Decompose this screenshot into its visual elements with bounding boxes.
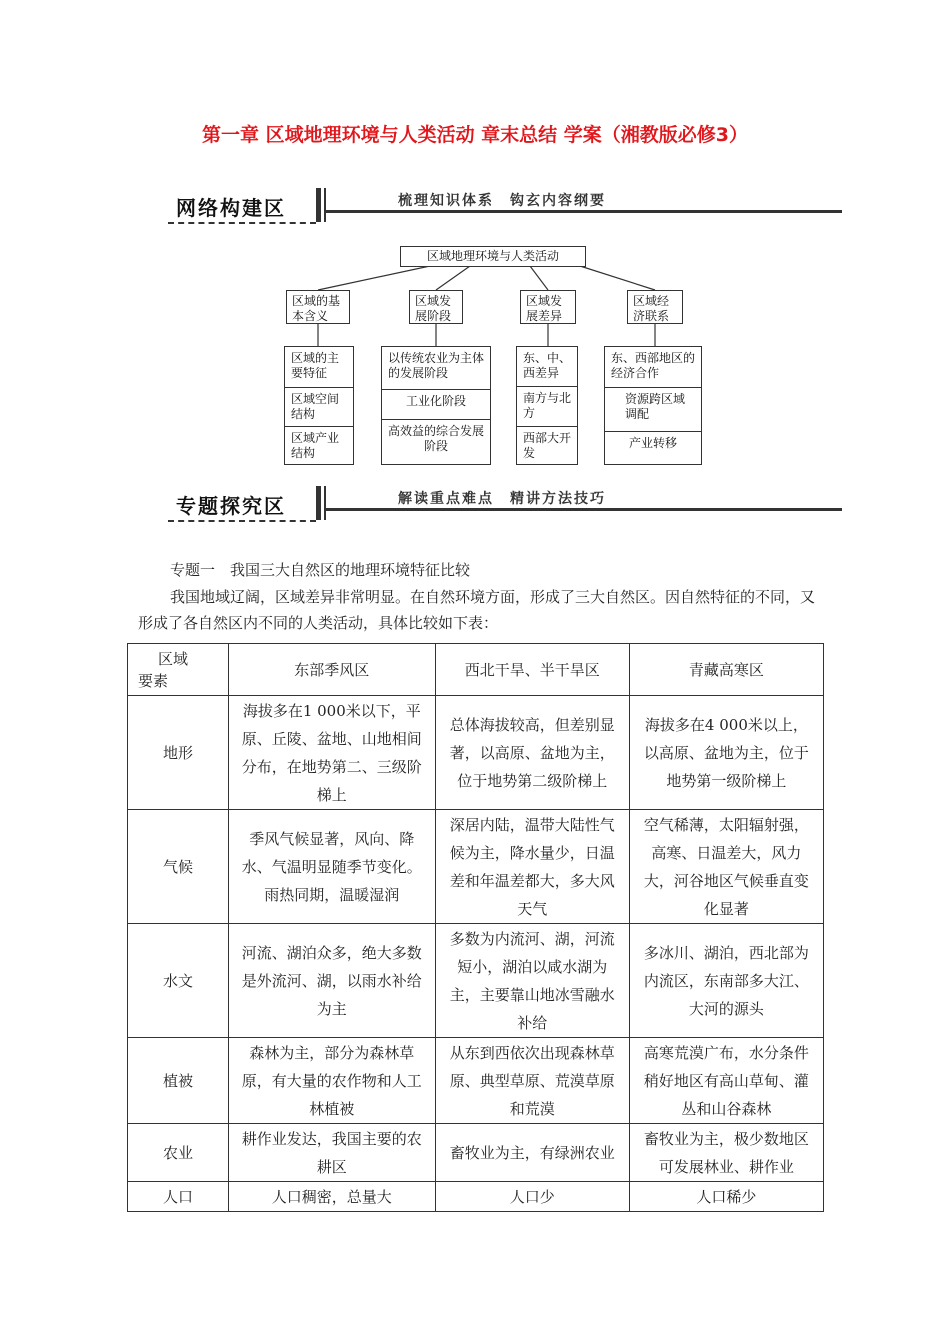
table-cell: 从东到西依次出现森林草原、典型草原、荒漠草原和荒漠	[435, 1038, 629, 1124]
concept-branch: 区域发展差异	[520, 290, 576, 324]
banner-title: 专题探究区	[176, 494, 286, 518]
topic-heading: 专题一 我国三大自然区的地理环境特征比较	[170, 561, 471, 579]
section-banner-topics	[168, 484, 842, 528]
concept-leaf: 西部大开发	[523, 431, 572, 460]
banner-subtitle: 梳理知识体系 钩玄内容纲要	[398, 193, 606, 209]
table-corner-cell	[128, 644, 229, 696]
row-header: 气候	[128, 810, 229, 924]
table-row	[128, 810, 824, 924]
section-banner-network	[168, 186, 842, 230]
corner-label-region: 区域	[158, 649, 189, 668]
concept-leaf: 区域的主要特征	[285, 347, 353, 388]
concept-leaf: 高效益的综合发展阶段	[388, 424, 485, 453]
connector-line	[318, 266, 430, 290]
table-cell: 总体海拔较高，但差别显著，以高原、盆地为主，位于地势第二级阶梯上	[435, 696, 629, 810]
concept-leaf: 区域空间结构	[285, 388, 353, 427]
concept-leaf: 工业化阶段	[382, 390, 490, 420]
page-title: 第一章 区域地理环境与人类活动 章末总结 学案（湘教版必修3）	[201, 124, 749, 146]
banner-line	[326, 210, 842, 213]
concept-leaf-group	[604, 346, 702, 465]
table-cell: 深居内陆，温带大陆性气候为主，降水量少，日温差和年温差都大，多大风天气	[435, 810, 629, 924]
table-cell: 人口稠密，总量大	[229, 1182, 436, 1212]
banner-title: 网络构建区	[176, 196, 286, 220]
table-row	[128, 1124, 824, 1182]
concept-leaf: 资源跨区域调配	[605, 388, 701, 432]
table-cell: 海拔多在1 000米以下，平原、丘陵、盆地、山地相间分布，在地势第二、三级阶梯上	[229, 696, 436, 810]
column-header: 东部季风区	[229, 644, 436, 696]
banner-line	[326, 508, 842, 511]
concept-branch: 区域的基本含义	[286, 290, 350, 324]
banner-subtitle: 解读重点难点 精讲方法技巧	[398, 491, 606, 507]
table-cell: 耕作业发达，我国主要的农耕区	[229, 1124, 436, 1182]
concept-leaf: 区域产业结构	[291, 431, 340, 460]
concept-branch: 区域经济联系	[627, 290, 683, 324]
banner-dotted-rule	[168, 520, 316, 522]
table-row	[128, 1182, 824, 1212]
row-header: 人口	[128, 1182, 229, 1212]
concept-leaf: 以传统农业为主体的发展阶段	[382, 347, 490, 390]
table-row	[128, 1038, 824, 1124]
table-cell: 多冰川、湖泊，西北部为内流区，东南部多大江、大河的源头	[629, 924, 823, 1038]
row-header: 植被	[128, 1038, 229, 1124]
banner-divider	[316, 486, 321, 520]
corner-label-factor: 要素	[138, 671, 169, 690]
table-cell: 季风气候显著，风向、降水、气温明显随季节变化。雨热同期，温暖湿润	[229, 810, 436, 924]
intro-paragraph: 我国地域辽阔，区域差异非常明显。在自然环境方面，形成了三大自然区。因自然特征的不同，又形成了各自然区内不同的人类活动，具体比较如下表：	[138, 588, 816, 632]
column-header: 青藏高寒区	[629, 644, 823, 696]
concept-leaf-group	[284, 346, 354, 465]
table-row	[128, 924, 824, 1038]
concept-leaf: 东、西部地区的经济合作	[605, 347, 701, 388]
connector-line	[580, 266, 655, 290]
connector-line	[530, 266, 548, 290]
row-header: 水文	[128, 924, 229, 1038]
connector-line	[436, 266, 470, 290]
table-cell: 空气稀薄，太阳辐射强，高寒、日温差大，风力大，河谷地区气候垂直变化显著	[629, 810, 823, 924]
table-cell: 海拔多在4 000米以上，以高原、盆地为主，位于地势第一级阶梯上	[629, 696, 823, 810]
table-header-row	[128, 644, 824, 696]
table-cell: 河流、湖泊众多，绝大多数是外流河、湖，以雨水补给为主	[229, 924, 436, 1038]
row-header: 农业	[128, 1124, 229, 1182]
concept-leaf: 产业转移	[628, 436, 677, 450]
concept-branch: 区域发展阶段	[409, 290, 463, 324]
table-cell: 畜牧业为主，极少数地区可发展林业、耕作业	[629, 1124, 823, 1182]
concept-leaf: 东、中、西差异	[517, 347, 577, 387]
table-cell: 人口稀少	[629, 1182, 823, 1212]
table-cell: 人口少	[435, 1182, 629, 1212]
concept-root: 区域地理环境与人类活动	[400, 246, 586, 267]
comparison-table	[127, 643, 824, 1212]
banner-divider-thin	[324, 188, 326, 222]
banner-divider-thin	[324, 486, 326, 520]
table-cell: 畜牧业为主，有绿洲农业	[435, 1124, 629, 1182]
concept-leaf: 南方与北方	[517, 387, 577, 427]
table-cell: 高寒荒漠广布，水分条件稍好地区有高山草甸、灌丛和山谷森林	[629, 1038, 823, 1124]
banner-dotted-rule	[168, 222, 316, 224]
row-header: 地形	[128, 696, 229, 810]
table-cell: 森林为主，部分为森林草原，有大量的农作物和人工林植被	[229, 1038, 436, 1124]
table-row	[128, 696, 824, 810]
banner-divider	[316, 188, 321, 222]
column-header: 西北干旱、半干旱区	[435, 644, 629, 696]
concept-leaf-group	[381, 346, 491, 465]
table-cell: 多数为内流河、湖，河流短小，湖泊以咸水湖为主，主要靠山地冰雪融水补给	[435, 924, 629, 1038]
concept-leaf-group	[516, 346, 578, 465]
